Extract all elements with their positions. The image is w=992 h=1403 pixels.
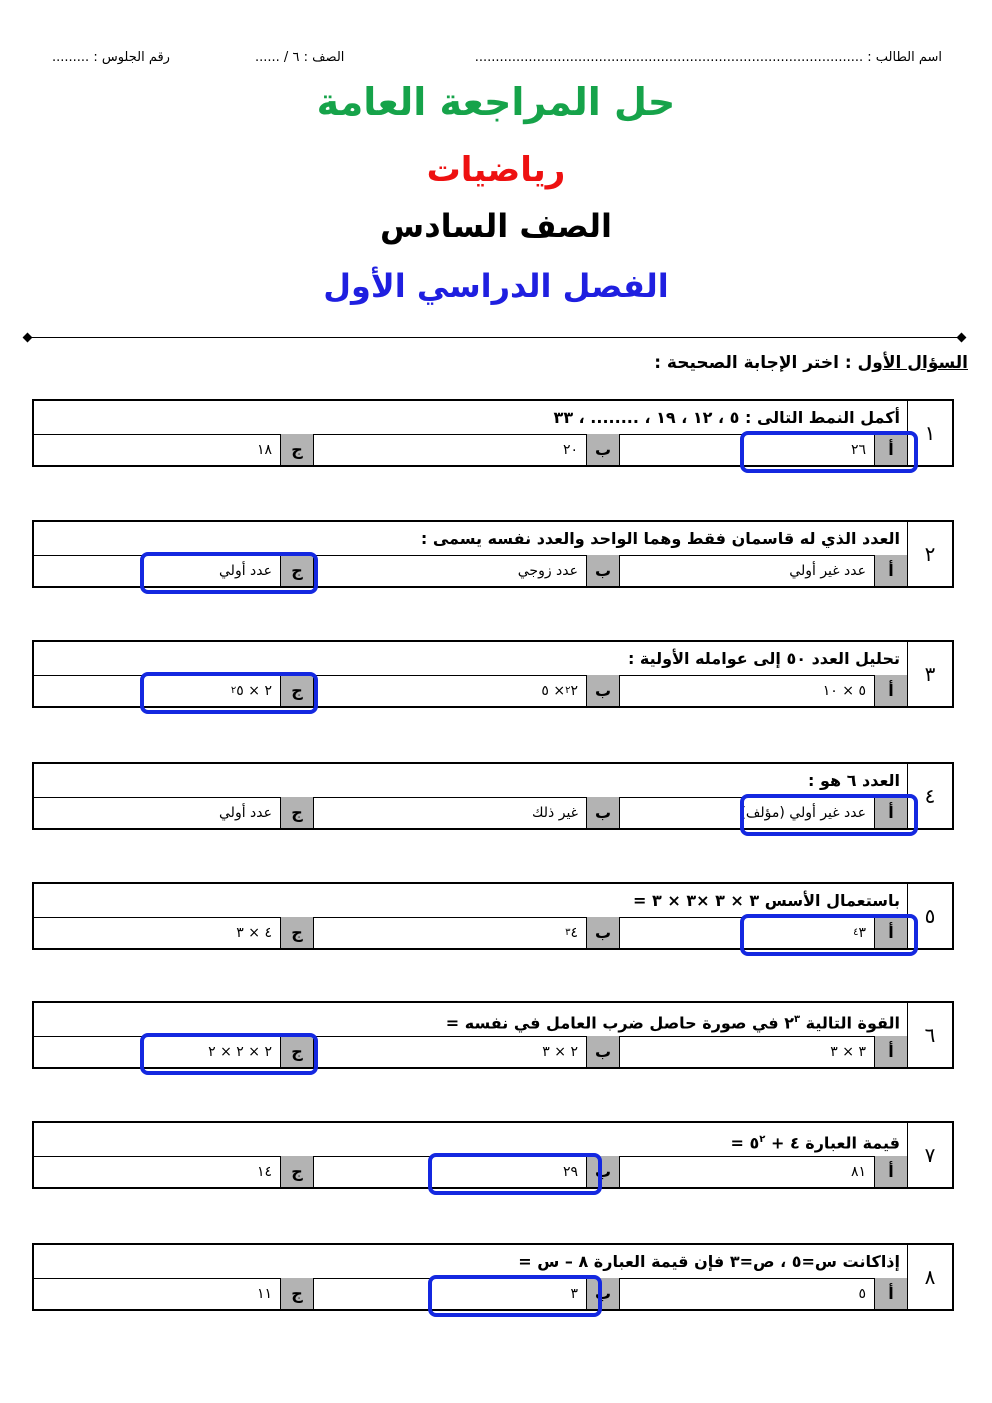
option-label: ج: [280, 434, 314, 465]
option-value[interactable]: ٣: [570, 1285, 578, 1302]
option-value[interactable]: ٢ × ٥ ٢: [230, 682, 272, 699]
question-text: أكمل النمط التالى : ٥ ، ١٢ ، ١٩ ، ........ ، ٣٣: [34, 401, 908, 435]
answer-highlight: [428, 1153, 602, 1195]
option-label: ج: [280, 555, 314, 586]
question-text: إذاكانت س=٥ ، ص=٣ فإن قيمة العبارة ٨ – س =: [34, 1245, 908, 1279]
option-value[interactable]: ٢٠: [562, 441, 578, 458]
option-label: ج: [280, 797, 314, 828]
option-value[interactable]: ٢ ٢ × ٥: [541, 682, 578, 699]
option-label: أ: [874, 434, 908, 465]
question-number: ٥: [907, 884, 952, 948]
option-value[interactable]: ١١: [256, 1285, 272, 1302]
option-label: ب: [586, 1278, 620, 1309]
divider-diamond-left: [23, 333, 33, 343]
question-box: [32, 520, 954, 588]
term-title: الفصل الدراسي الأول: [323, 267, 669, 305]
option-value[interactable]: ٣ ٤: [853, 924, 866, 941]
question-text: العدد الذي له قاسمان فقط وهما الواحد والعدد نفسه يسمى :: [34, 522, 908, 556]
option-value[interactable]: عدد غير أولي (مؤلف): [740, 804, 866, 821]
option-label: أ: [874, 797, 908, 828]
question-number: ٢: [907, 522, 952, 586]
option-label: ب: [586, 1156, 620, 1187]
option-label: ج: [280, 1278, 314, 1309]
option-value[interactable]: ٨١: [850, 1163, 866, 1180]
option-label: أ: [874, 1036, 908, 1067]
option-label: ب: [586, 917, 620, 948]
question-text: تحليل العدد ٥٠ إلى عوامله الأولية :: [34, 642, 908, 676]
divider-diamond-right: [957, 333, 967, 343]
option-value[interactable]: ٢ × ٣: [542, 1043, 578, 1060]
question-text: باستعمال الأسس ٣ × ٣ ×٣ × ٣ =: [34, 884, 908, 918]
option-label: ب: [586, 1036, 620, 1067]
option-label: ج: [280, 1156, 314, 1187]
question-box: [32, 399, 954, 467]
option-value[interactable]: ١٨: [256, 441, 272, 458]
class-field: الصف : ٦ / ......: [255, 50, 345, 65]
option-value[interactable]: عدد أولي: [219, 562, 272, 579]
grade-title: الصف السادس: [380, 207, 612, 245]
option-label: أ: [874, 1278, 908, 1309]
option-value[interactable]: ٢٦: [850, 441, 866, 458]
option-value[interactable]: ٥: [858, 1285, 866, 1302]
option-label: ج: [280, 1036, 314, 1067]
option-value[interactable]: ٤ ٣: [565, 924, 578, 941]
option-value[interactable]: غير ذلك: [531, 804, 578, 821]
option-value[interactable]: ٥ × ١٠: [822, 682, 866, 699]
question-number: ٣: [907, 642, 952, 706]
answer-highlight: [428, 1275, 602, 1317]
section-instruction: : اختر الإجابة الصحيحة :: [654, 353, 858, 373]
question-box: [32, 1001, 954, 1069]
section-heading: [654, 353, 968, 373]
option-label: أ: [874, 675, 908, 706]
option-label: ب: [586, 434, 620, 465]
option-value[interactable]: ٢٩: [562, 1163, 578, 1180]
option-value[interactable]: ١٤: [256, 1163, 272, 1180]
question-text: قيمة العبارة ٤ + $٥^٢$ =: [34, 1123, 908, 1157]
question-number: ٧: [907, 1123, 952, 1187]
answer-highlight: [740, 431, 918, 473]
question-box: [32, 762, 954, 830]
answer-highlight: [740, 914, 918, 956]
option-label: ج: [280, 917, 314, 948]
answer-highlight: [140, 552, 318, 594]
option-value[interactable]: ٤ × ٣: [236, 924, 272, 941]
question-box: [32, 1121, 954, 1189]
option-label: أ: [874, 555, 908, 586]
option-label: ب: [586, 675, 620, 706]
question-number: ٦: [907, 1003, 952, 1067]
question-number: ٤: [907, 764, 952, 828]
question-text: العدد ٦ هو :: [34, 764, 908, 798]
subject-title: رياضيات: [426, 150, 566, 190]
question-box: [32, 882, 954, 950]
option-label: ج: [280, 675, 314, 706]
option-value[interactable]: عدد زوجي: [517, 562, 578, 579]
option-label: أ: [874, 1156, 908, 1187]
question-text: القوة التالية $٢^٣$ في صورة حاصل ضرب العامل في نفسه =: [34, 1003, 908, 1037]
option-value[interactable]: عدد غير أولي: [789, 562, 866, 579]
option-label: ب: [586, 555, 620, 586]
answer-highlight: [140, 1033, 318, 1075]
option-value[interactable]: ٢ × ٢ × ٢: [208, 1043, 272, 1060]
question-number: ١: [907, 401, 952, 465]
question-box: [32, 1243, 954, 1311]
question-box: [32, 640, 954, 708]
seat-number-field: رقم الجلوس : .........: [52, 50, 170, 65]
main-title: حل المراجعة العامة: [316, 80, 676, 124]
question-number: ٨: [907, 1245, 952, 1309]
section-label: السؤال الأول: [857, 353, 968, 373]
option-value[interactable]: عدد أولي: [219, 804, 272, 821]
answer-highlight: [740, 794, 918, 836]
divider-line: [28, 337, 964, 338]
option-label: أ: [874, 917, 908, 948]
option-label: ب: [586, 797, 620, 828]
student-name-field: اسم الطالب : ..............................................................................................: [474, 50, 942, 65]
option-value[interactable]: ٣ × ٣: [830, 1043, 866, 1060]
answer-highlight: [140, 672, 318, 714]
